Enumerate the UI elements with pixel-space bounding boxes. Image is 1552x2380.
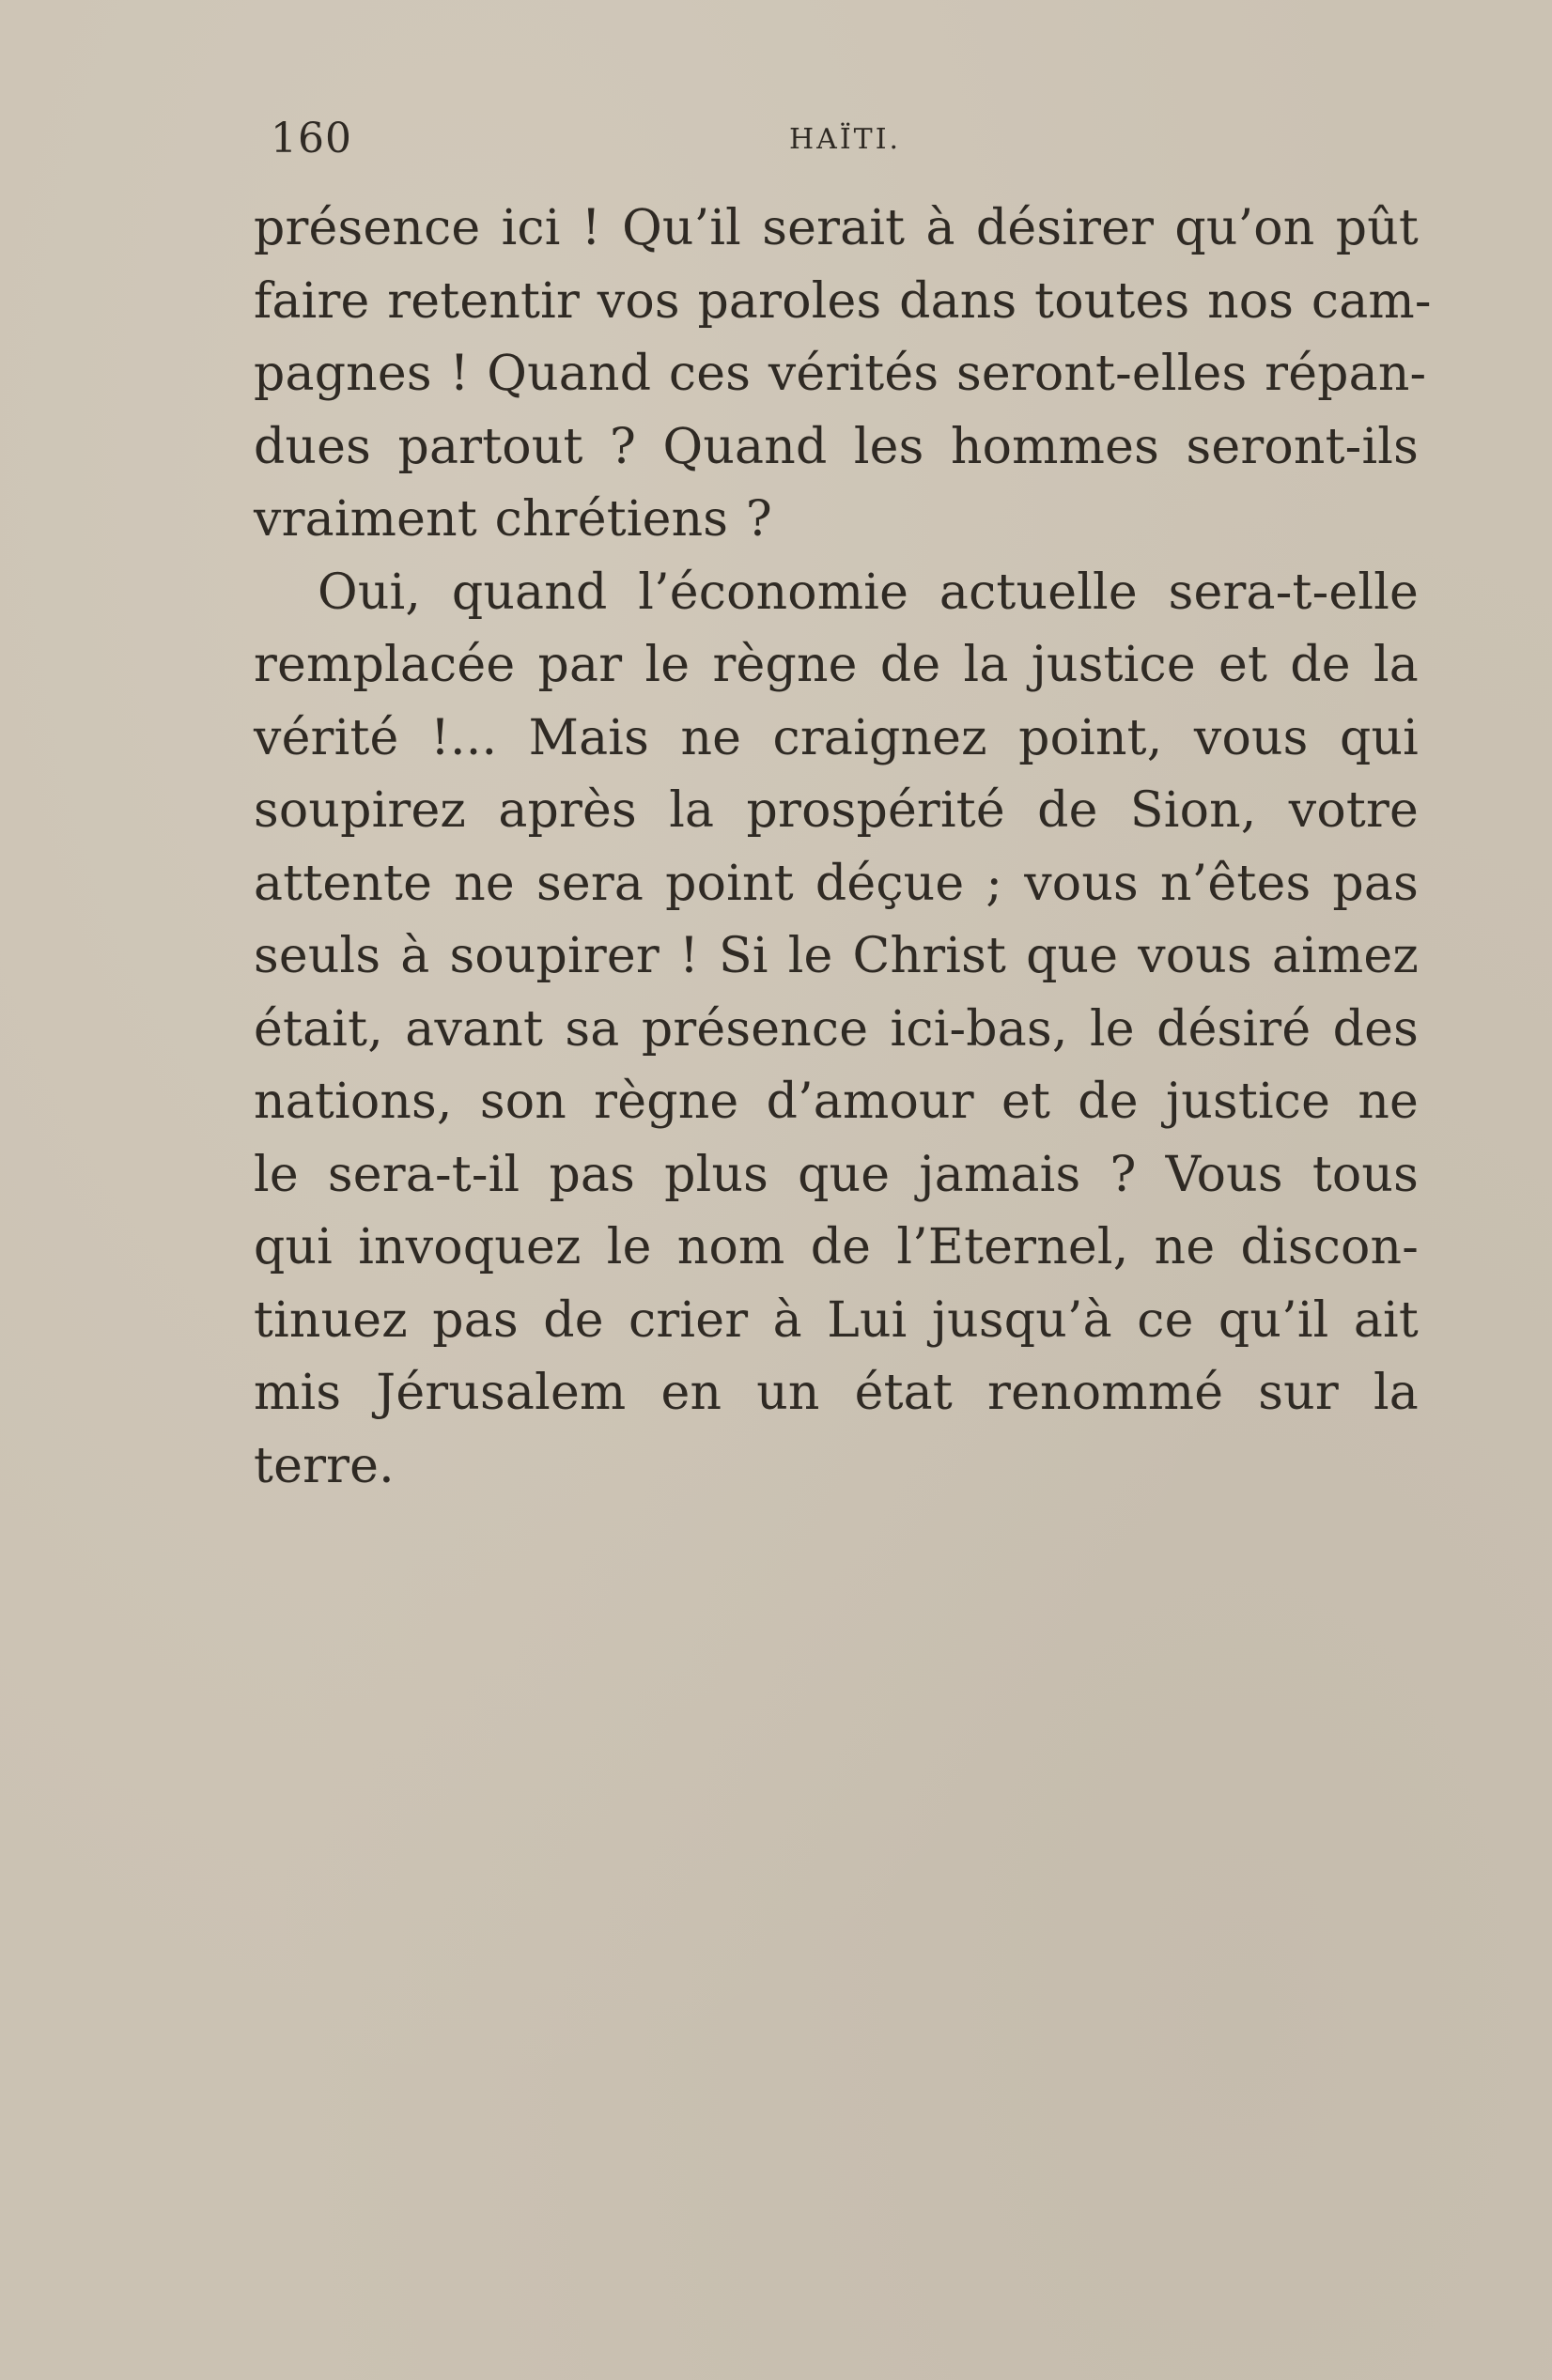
text-line: terre. bbox=[254, 1437, 395, 1494]
text-line: remplacée par le règne de la justice et de la bbox=[254, 637, 1419, 693]
body-text bbox=[254, 193, 1432, 1503]
paragraph-first-line: Oui, quand l’économie actuelle sera-t-elle bbox=[318, 564, 1419, 621]
text-line: le sera-t-il pas plus que jamais ? Vous tous bbox=[254, 1146, 1419, 1203]
page-number: 160 bbox=[271, 115, 352, 162]
text-line: faire retentir vos paroles dans toutes nos cam- bbox=[254, 272, 1432, 330]
text-line: était, avant sa présence ici-bas, le désiré des bbox=[254, 1000, 1419, 1058]
text-line: tinuez pas de crier à Lui jusqu’à ce qu’il ait bbox=[254, 1291, 1419, 1349]
text-line: nations, son règne d’amour et de justice ne bbox=[254, 1074, 1419, 1130]
text-line: soupirez après la prospérité de Sion, votre bbox=[254, 782, 1419, 839]
text-line: mis Jérusalem en un état renommé sur la bbox=[254, 1365, 1419, 1421]
text-line: vraiment chrétiens ? bbox=[254, 491, 772, 548]
text-line: présence ici ! Qu’il serait à désirer qu’on pût bbox=[254, 200, 1419, 256]
text-line: pagnes ! Quand ces vérités seront-elles répan- bbox=[254, 346, 1427, 402]
text-line: vérité !... Mais ne craignez point, vous qui bbox=[254, 709, 1419, 766]
text-line: seuls à soupirer ! Si le Christ que vous aimez bbox=[254, 928, 1419, 984]
text-line: qui invoquez le nom de l’Eternel, ne discon- bbox=[254, 1219, 1419, 1275]
text-line: attente ne sera point déçue ; vous n’êtes pas bbox=[254, 855, 1419, 912]
text-line: dues partout ? Quand les hommes seront-ils bbox=[254, 418, 1419, 475]
running-head bbox=[271, 111, 1417, 167]
running-title: HAÏTI. bbox=[789, 123, 902, 156]
